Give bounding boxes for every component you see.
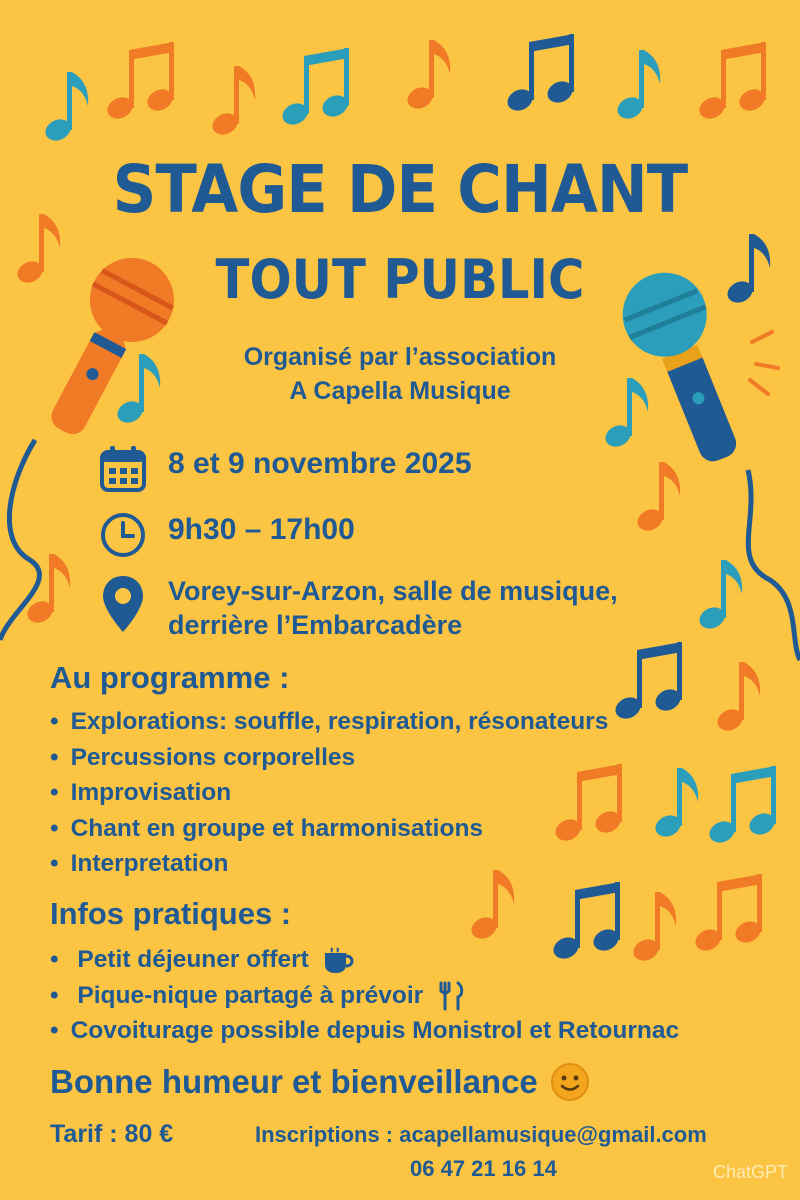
microphone-icon: [610, 260, 800, 660]
music-note-icon: [696, 42, 768, 123]
calendar-icon: [98, 444, 148, 494]
watermark: ChatGPT: [712, 1162, 788, 1182]
program-heading: Au programme :: [50, 660, 290, 695]
music-note-icon: [706, 766, 778, 847]
music-note-icon: [634, 462, 680, 535]
list-item: • Covoiturage possible depuis Monistrol et Retournac: [50, 1013, 679, 1049]
list-item: [50, 942, 679, 978]
music-note-icon: [42, 72, 88, 145]
location-pin-icon: [98, 574, 148, 634]
practical-list: [50, 942, 679, 1049]
list-item: • Chant en groupe et harmonisations: [50, 811, 608, 847]
fork-knife-icon: [436, 981, 466, 1011]
price: Tarif : 80 €: [50, 1120, 174, 1148]
music-note-icon: [114, 354, 160, 427]
music-note-icon: [209, 66, 255, 139]
event-time: 9h30 – 17h00: [168, 513, 355, 546]
list-item-text: Pique-nique partagé à prévoir: [77, 981, 424, 1009]
music-note-icon: [696, 560, 742, 633]
event-place: [168, 574, 618, 642]
list-item: • Interpretation: [50, 846, 608, 882]
date-row: [98, 444, 472, 494]
list-item-text: Petit déjeuner offert: [77, 946, 309, 973]
music-note-icon: [614, 50, 660, 123]
page-title: STAGE DE CHANT: [112, 151, 688, 228]
music-note-icon: [504, 34, 576, 115]
organizer-name: A Capella Musique: [289, 377, 511, 405]
smiley-icon: [550, 1062, 590, 1102]
registration-contact: Inscriptions : acapellamusique@gmail.com: [255, 1122, 707, 1147]
list-item: [50, 978, 679, 1014]
slogan-text: Bonne humeur et bienveillance: [50, 1063, 538, 1100]
time-row: [98, 510, 355, 560]
phone-number: 06 47 21 16 14: [410, 1156, 557, 1181]
music-note-icon: [692, 874, 764, 955]
music-note-icon: [104, 42, 176, 123]
place-line: Vorey-sur-Arzon, salle de musique,: [168, 576, 618, 606]
list-item: • Explorations: souffle, respiration, résonateurs: [50, 704, 608, 740]
program-list: [50, 704, 608, 882]
music-note-icon: [404, 40, 450, 113]
slogan: [50, 1062, 590, 1102]
music-note-icon: [714, 662, 760, 735]
place-line: derrière l’Embarcadère: [168, 610, 463, 640]
event-date: 8 et 9 novembre 2025: [168, 447, 472, 480]
list-item: • Percussions corporelles: [50, 740, 608, 776]
place-row: [98, 574, 618, 642]
practical-heading: Infos pratiques :: [50, 896, 292, 931]
organizer-block: [180, 340, 620, 408]
music-note-icon: [612, 642, 684, 723]
music-note-icon: [279, 48, 351, 129]
coffee-cup-icon: [322, 947, 356, 975]
music-note-icon: [652, 768, 698, 841]
list-item: • Improvisation: [50, 775, 608, 811]
page-subtitle: TOUT PUBLIC: [215, 248, 585, 311]
clock-icon: [98, 510, 148, 560]
organizer-line: Organisé par l’association: [243, 343, 557, 371]
